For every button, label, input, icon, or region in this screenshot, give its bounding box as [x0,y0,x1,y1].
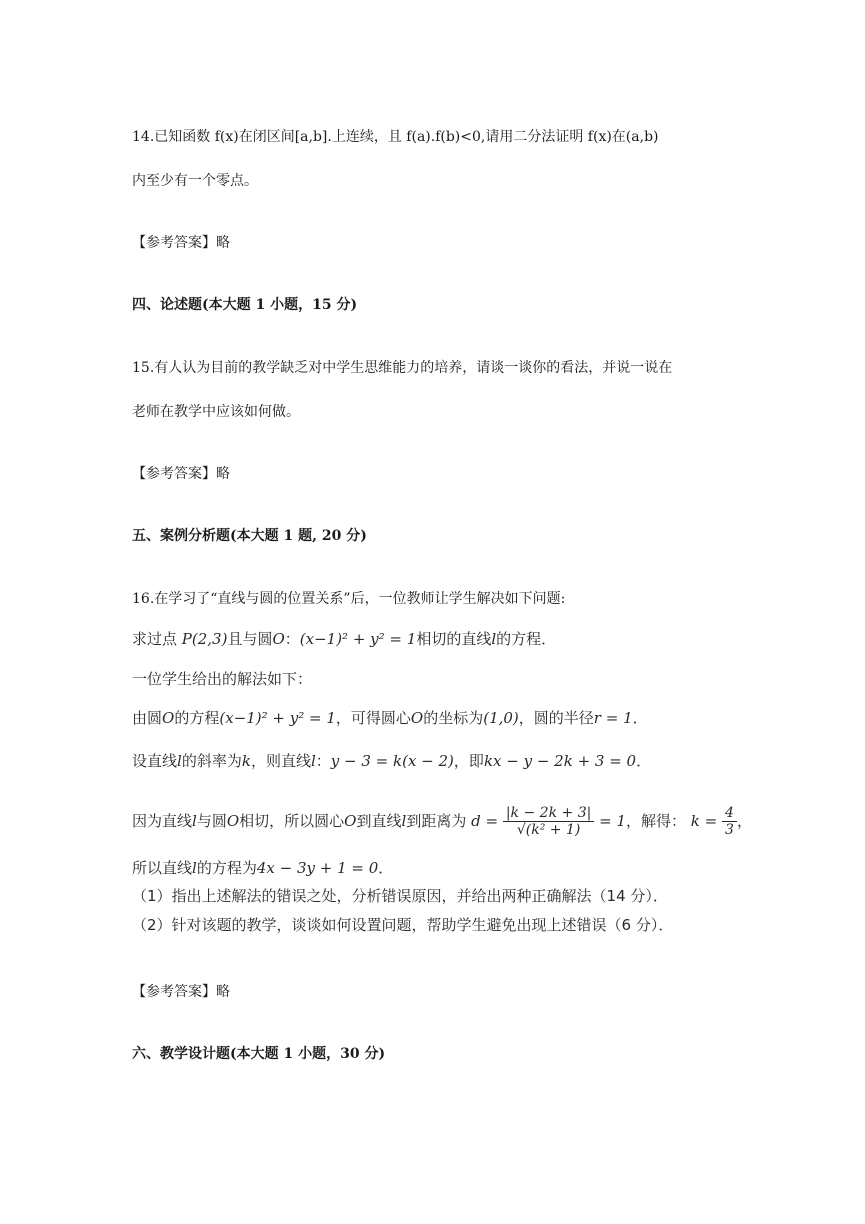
q14-answer: 【参考答案】略 [132,235,230,251]
q14-line1: 14.已知函数 f(x)在闭区间[a,b].上连续，且 f(a).f(b)<0,请用二分法证明 f(x)在(a,b) [132,129,659,145]
q16-sub1: （1）指出上述解法的错误之处，分析错误原因，并给出两种正确解法（14 分）． [132,887,668,905]
q15-answer: 【参考答案】略 [132,466,230,482]
q15-line1: 15.有人认为目前的教学缺乏对中学生思维能力的培养，请谈一谈你的看法，并说一说在 [132,360,673,376]
q16-student-intro: 一位学生给出的解法如下： [132,670,313,688]
q16-answer: 【参考答案】略 [132,984,230,1000]
q14-line2: 内至少有一个零点。 [132,173,258,189]
q16-step1: 由圆O的方程(x−1)² + y² = 1，可得圆心O的坐标为(1,0)，圆的半径r = 1． [132,709,648,727]
q15-line2: 老师在教学中应该如何做。 [132,404,300,420]
section6-heading: 六、教学设计题(本大题 1 小题，30 分) [132,1046,386,1062]
q16-sub2: （2）针对该题的教学，谈谈如何设置问题，帮助学生避免出现上述错误（6 分）． [132,916,674,934]
section4-heading: 四、论述题(本大题 1 小题，15 分) [132,297,358,313]
q16-intro: 16.在学习了“直线与圆的位置关系”后，一位教师让学生解决如下问题: [132,591,566,607]
section5-heading: 五、案例分析题(本大题 1 题, 20 分) [132,528,367,544]
k-fraction: $\frac{4}{3}$ [722,805,737,838]
q16-step2: 设直线l的斜率为k，则直线l：y − 3 = k(x − 2)，即kx − y − 2k + 3 = 0． [132,752,652,770]
q16-step4: 所以直线l的方程为4x − 3y + 1 = 0． [132,859,394,877]
distance-fraction: $\frac{|k - 2k + 3|}{\text{√(k² + 1)}}$ [503,805,594,838]
q16-step3: 因为直线l与圆O相切，所以圆心O到直线l到距离为 d = $\frac{|k - 2k + 3|}{\text{√(k² + 1)}}$ = 1，解得： k = $\frac{4}{3}$ ， [132,805,752,838]
q16-problem: 求过点 P(2,3)且与圆O：(x−1)² + y² = 1相切的直线l的方程． [132,630,557,648]
